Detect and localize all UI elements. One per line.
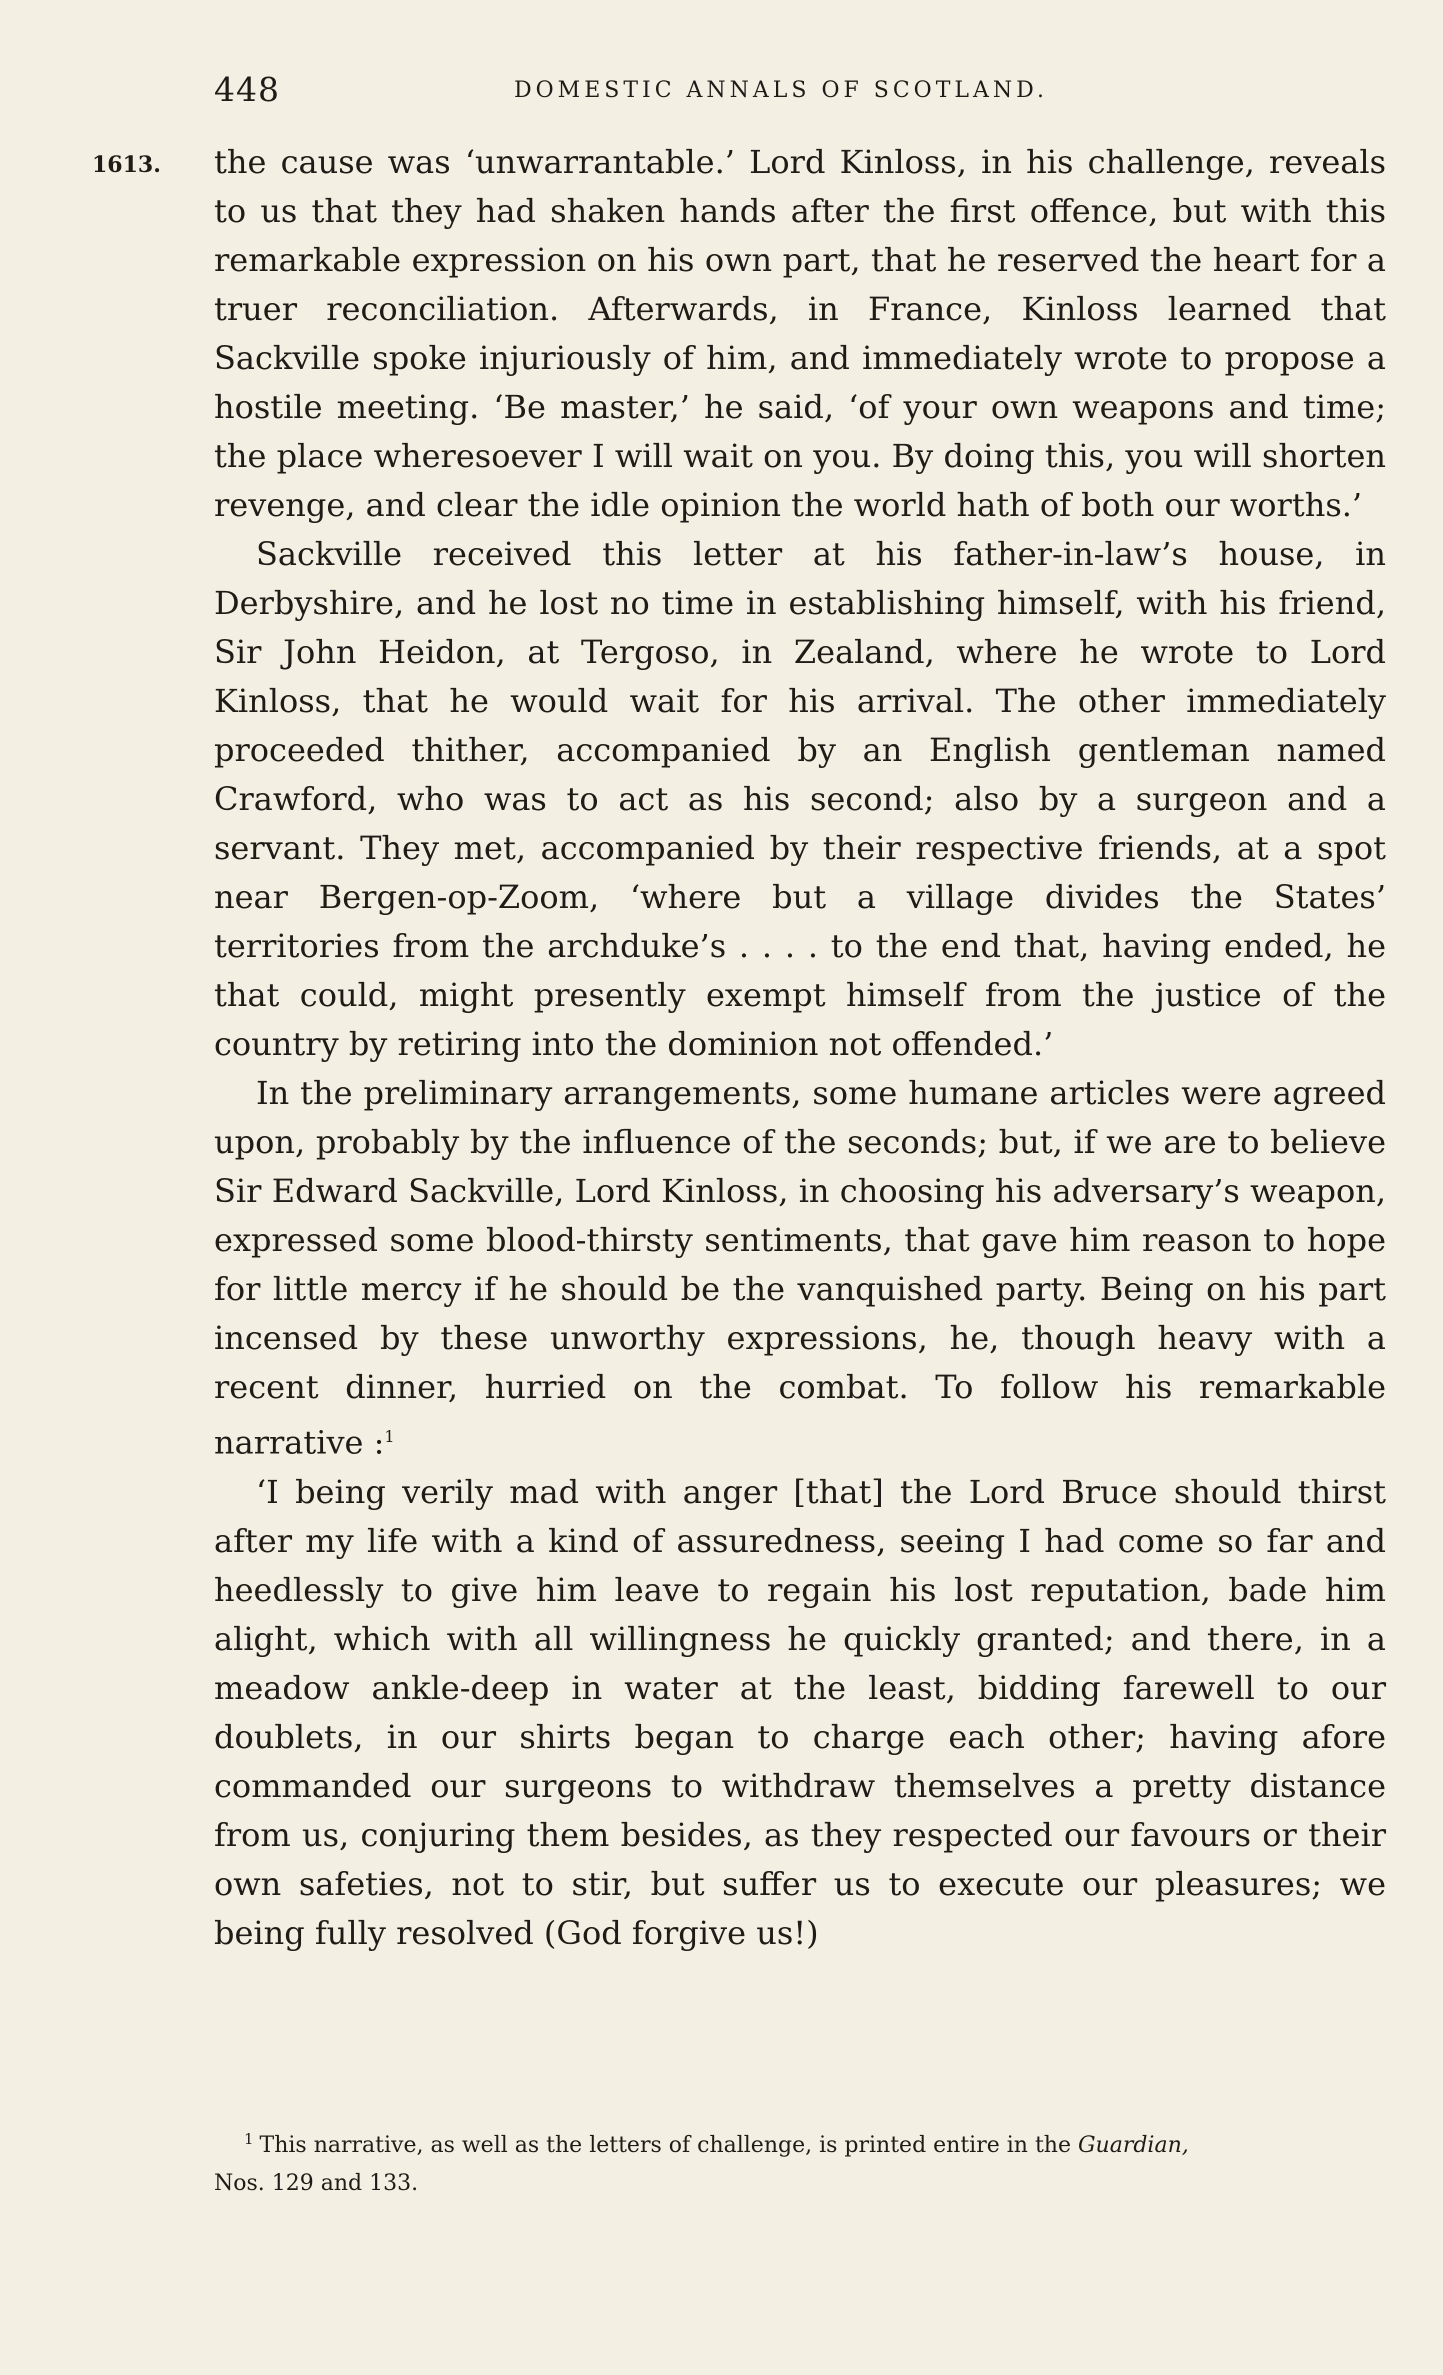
paragraph-4: ‘I being verily mad with anger [that] the Lord Bruce should thirst after my life with a kind of assuredness, seeing I had come so far and heedlessly to give him leave to regain his lost reputation, bade him alight, which with all willingness he quickly granted; and there, in a meadow ankle-deep in water at the least, bidding farewell to our doublets, in our shirts began to charge each other; having afore commanded our surgeons to withdraw themselves a pretty distance from us, conjuring them besides, as they respected our favours or their own safeties, not to stir, but suffer us to execute our pleasures; we being fully resolved (God forgive us!) (214, 1472, 1386, 1952)
footnote (214, 2120, 1386, 2203)
page-number: 448 (214, 70, 280, 109)
running-head (214, 70, 1404, 120)
footnote-reference: 1 (384, 1427, 395, 1446)
footnote-italic: Guardian, (1077, 2133, 1189, 2159)
paragraph-1: the cause was ‘unwarrantable.’ Lord Kinloss, in his challenge, reveals to us that they had shaken hands after the first offence, but with this remarkable expression on his own part, that he reserved the heart for a truer reconciliation. Afterwards, in France, Kinloss learned that Sackville spoke injuriously of him, and immediately wrote to propose a hostile meeting. ‘Be master,’ he said, ‘of your own weapons and time; the place wheresoever I will wait on you. By doing this, you will shorten revenge, and clear the idle opinion the world hath of both our worths.’ (214, 143, 1386, 524)
running-title: DOMESTIC ANNALS OF SCOTLAND. (514, 78, 1048, 103)
paragraph-3 (214, 1069, 1386, 1468)
body-text (214, 138, 1386, 1958)
footnote-text: This narrative, as well as the letters of challenge, is printed entire in the (259, 2133, 1071, 2159)
paragraph-3-text: In the preliminary arrangements, some humane articles were agreed upon, probably by the influence of the seconds; but, if we are to believe Sir Edward Sackville, Lord Kinloss, in choosing his adversary’s weapon, expressed some blood-thirsty sentiments, that gave him reason to hope for little mercy if he should be the vanquished party. Being on his part incensed by these unworthy expressions, he, though heavy with a recent dinner, hurried on the combat. To follow his remarkable narrative : (214, 1074, 1386, 1462)
margin-year: 1613. (92, 152, 161, 178)
footnote-numbers: Nos. 129 and 133. (214, 2171, 419, 2197)
paragraph-2: Sackville received this letter at his father-in-law’s house, in Derbyshire, and he lost no time in establishing himself, with his friend, Sir John Heidon, at Tergoso, in Zealand, where he wrote to Lord Kinloss, that he would wait for his arrival. The other immediately proceeded thither, accompanied by an English gentleman named Crawford, who was to act as his second; also by a surgeon and a servant. They met, accompanied by their respective friends, at a spot near Bergen-op-Zoom, ‘where but a village divides the States’ territories from the archduke’s . . . . to the end that, having ended, he that could, might presently exempt himself from the justice of the country by retiring into the dominion not offended.’ (214, 535, 1386, 1063)
footnote-mark: 1 (244, 2130, 254, 2148)
